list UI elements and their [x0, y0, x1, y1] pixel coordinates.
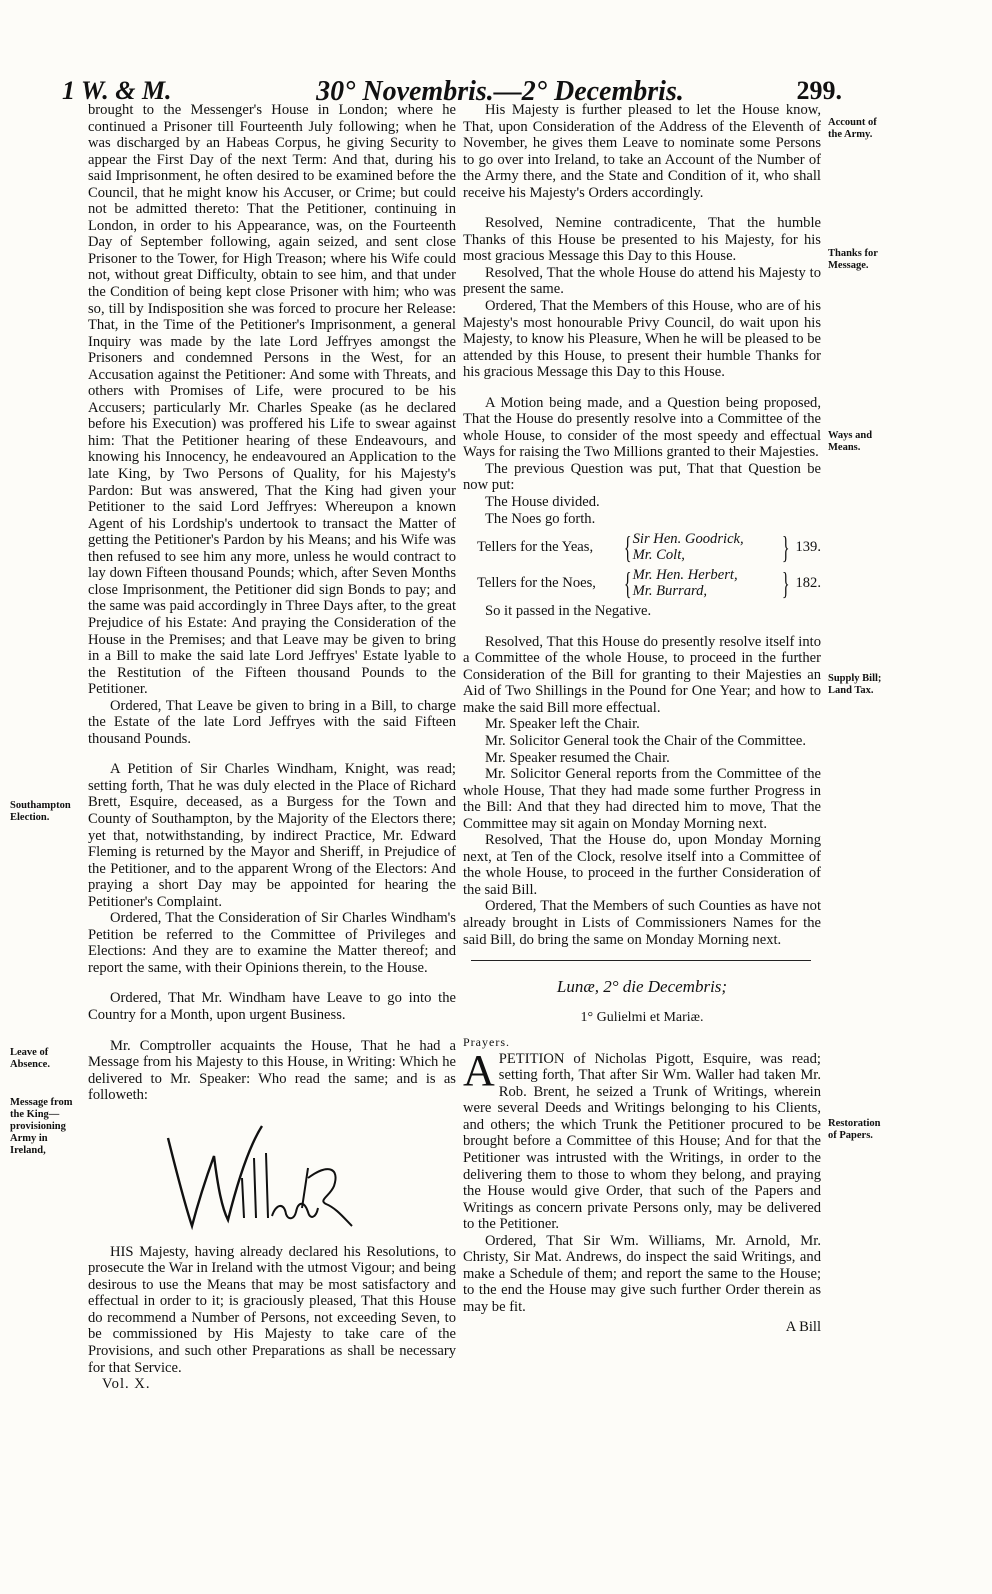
petition-continued: brought to the Messenger's House in London; where he continued a Prisoner till Fourteenth July following; when he was discharged by an Habeas Corpus, he giving Security to appear the First Day of the next Term: And that, during his said Imprisonment, he often desired to be examined before the Council, that he might know his Accuser, or Crime; but could not be admitted thereto: That the Petitioner, continuing in London, in order to his Appearance, was, on the Fourteenth Day of September following, again seized, and sent close Prisoner to the Tower, for High Treason; where his Wife could not, without great Difficulty, obtain to see him, and that under the Condition of being kept close Prisoner with him; who was so, till by Indisposition she was forced to procure her Release: That, in the Time of the Petitioner's Imprisonment, a general Inquiry was made by the late Lord Jeffryes amongst the Prisoners and condemned Persons in the West, for an Accusation against the Petitioner: And some with Threats, and others with Promises of Life, were procured to be his Accusers; particularly Mr. Charles Speake (as he declared before his Execution) was proffered his Life to swear against him: That the Petitioner hearing of these Endeavours, and knowing his Innocency, he endeavoured an Application to the late King, by Two Persons of Quality, for his Majesty's Pardon: But was answered, That the King had given your Petitioner to the said Lord Jeffryes: Whereupon a known Agent of his Lordship's undertook to transact the Matter of getting the Petitioner's Pardon by his Means; and his Wife was then refused to see him any more, unless he would contract to lay down Fifteen thousand Pounds; which, after Seven Months close Imprisonment, the Petitioner did sign Bonds to pay; and the same was paid accordingly in Three Days after, to the great Prejudice of his Estate: And praying the Consideration of the House in the Premises; and that Leave may be given to bring in a Bill to make the said late Lord Jeffryes' Estate lyable to the Restitution of the Fifteen thousand Pounds to the Petitioner.: [88, 102, 456, 698]
noes-count: 182.: [795, 574, 821, 591]
royal-signature: [88, 1104, 456, 1244]
house-divided: The House divided.: [485, 494, 600, 511]
volume-number: Vol. X.: [102, 1376, 151, 1393]
resolved-thanks: Resolved, Nemine contradicente, That the humble Thanks of this House be presented to his Majesty, for his most gracious Message this Day to this House.: [463, 215, 821, 265]
resolved-attend: Resolved, That the whole House do attend his Majesty to present the same.: [463, 264, 821, 298]
signature-icon: [158, 1108, 358, 1238]
ordered-commissioners: Ordered, That the Members of such Counties as have not already brought in Lists of Commissioners Names for the said Bill, do bring the same on Monday Morning next.: [463, 898, 821, 948]
solicitor-report: Mr. Solicitor General reports from the Committee of the whole House, That they had made some further Progress in the Bill: And that they had directed him to move, That the Committee may sit again on Monday Morning next.: [463, 766, 821, 832]
margin-note-message: Message from the King—provisioning Army in Ireland,: [10, 1097, 73, 1156]
margin-note-leave: Leave of Absence.: [10, 1047, 50, 1070]
solicitor-took-chair: Mr. Solicitor General took the Chair of the Committee.: [485, 732, 806, 749]
tellers-noes-label: Tellers for the Noes,: [477, 574, 596, 591]
tellers-noes-row: [477, 565, 821, 602]
margin-note-restoration: Restoration of Papers.: [828, 1118, 881, 1141]
tellers-yeas-label: Tellers for the Yeas,: [477, 538, 594, 555]
regnal-year: 1° Gulielmi et Mariæ.: [580, 1009, 704, 1025]
yeas-count: 139.: [795, 538, 821, 555]
army-account-message: His Majesty is further pleased to let the House know, That, upon Consideration of the Address of the Eleventh of November, he gives them Leave to nominate some Persons to go over into Ireland, to take an Account of the Number of the Army there, and the State and Condition of it, who shall receive his Majesty's Orders accordingly.: [463, 102, 821, 201]
resolved-committee-supply: Resolved, That this House do presently resolve itself into a Committee of the whole House, to proceed in the further Consideration of the Bill for granting to their Majesties an Aid of Two Shillings in the Pound for One Year; and how to make the said Bill more effectual.: [463, 633, 821, 716]
speaker-resumed-chair: Mr. Speaker resumed the Chair.: [485, 749, 670, 766]
brace-icon: }: [781, 565, 790, 602]
brace-icon: {: [624, 529, 632, 566]
header-dates: 30° Novembris.—2° Decembris.: [316, 76, 684, 107]
windham-petition: A Petition of Sir Charles Windham, Knight, was read; setting forth, That he was duly elected in the Place of Richard Brett, Esquire, deceased, as a Burgess for the Town and County of Southampton, by the Majority of the Electors there; yet that, notwithstanding, by indirect Practice, Mr. Edward Fleming is returned by the Mayor and Sheriff, in Prejudice of the Petitioner, and to the apparent Wrong of the Electors: And praying a short Day may be appointed for hearing the Petitioner's Complaint.: [88, 761, 456, 910]
comptroller-message: Mr. Comptroller acquaints the House, That he had a Message from his Majesty to this House, in Writing: Which he delivered to Mr. Speaker: Who read the same; and is as followeth:: [88, 1037, 456, 1104]
margin-note-supply: Supply Bill; Land Tax.: [828, 673, 882, 696]
previous-question: The previous Question was put, That that Question be now put:: [463, 460, 821, 494]
tellers-yeas-names: Sir Hen. Goodrick, Mr. Colt,: [632, 531, 744, 564]
ordered-inspect-writings: Ordered, That Sir Wm. Williams, Mr. Arnold, Mr. Christy, Sir Mat. Andrews, do inspect the said Writings, and make a Schedule of them; and report the same to the House; to the end the House may give such further Order therein as may be fit.: [463, 1232, 821, 1315]
margin-note-ways: Ways and Means.: [828, 430, 873, 453]
tellers-table: [477, 529, 821, 602]
brace-icon: {: [624, 565, 632, 602]
motion-ways-means: A Motion being made, and a Question being proposed, That the House do presently resolve into a Committee of the whole House, to consider of the most speedy and effectual Ways for raising the Two Millions granted to their Majesties.: [463, 394, 821, 461]
header-session: 1 W. & M.: [62, 76, 172, 105]
ordered-privy-council: Ordered, That the Members of this House, who are of his Majesty's most honourable Privy Council, do wait upon his Majesty, to know his Pleasure, When he will be pleased to be attended by this House, to present their humble Thanks for his gracious Message this Day to this House.: [463, 298, 821, 381]
noes-forth: The Noes go forth.: [485, 510, 596, 527]
pigott-petition: APETITION of Nicholas Pigott, Esquire, was read; setting forth, That after Sir Wm. Waller had taken Mr. Rob. Brent, he seized a Trunk of Writings, wherein were several Deeds and Writings belonging to his Clients, and others; the which Trunk the Petitioner procured to be brought before a Committee of this House; And for that the Petitioner was intrusted with the Writings, in order to the delivering them to those to whom they belong, and praying the House would give Order, that such of the Papers and Writings as concern private Persons only, may be delivered to the Petitioner.: [463, 1045, 821, 1233]
order-leave-of-absence: Ordered, That Mr. Windham have Leave to go into the Country for a Month, upon urgent Business.: [88, 990, 456, 1023]
resolved-monday: Resolved, That the House do, upon Monday Morning next, at Ten of the Clock, resolve itself into a Committee of the whole House, to proceed in the further Consideration of the said Bill.: [463, 832, 821, 898]
right-column: [463, 102, 821, 1336]
section-divider: [471, 960, 811, 961]
catchword: A Bill: [785, 1319, 821, 1336]
speaker-left-chair: Mr. Speaker left the Chair.: [485, 716, 640, 733]
margin-note-thanks: Thanks for Message.: [828, 248, 878, 271]
margin-note-southampton: Southampton Election.: [10, 800, 71, 823]
tellers-yeas-row: [477, 529, 821, 566]
order-jeffryes-bill: Ordered, That Leave be given to bring in a Bill, to charge the Estate of the late Lord Jeffryes with the said Fifteen thousand Pounds.: [88, 697, 456, 747]
prayers-heading: Prayers.: [463, 1035, 510, 1050]
left-column: [88, 102, 456, 1393]
page-number: 299.: [796, 76, 842, 105]
passed-negative: So it passed in the Negative.: [485, 603, 652, 620]
margin-note-account: Account of the Army.: [828, 117, 877, 140]
day-heading: Lunæ, 2° die Decembris;: [556, 977, 728, 997]
king-message-text: HIS Majesty, having already declared his Resolutions, to prosecute the War in Ireland with the utmost Vigour; and being desirous to use the Means that may be most satisfactory and effectual in order to it; is graciously pleased, That this House do recommend a Number of Persons, not exceeding Seven, to be commissioned by His Majesty to take care of the Provisions, and such other Preparations as shall be necessary for that Service.: [88, 1243, 456, 1376]
brace-icon: }: [781, 529, 790, 566]
tellers-noes-names: Mr. Hen. Herbert, Mr. Burrard,: [632, 567, 738, 600]
order-windham-referral: Ordered, That the Consideration of Sir Charles Windham's Petition be referred to the Committee of Privileges and Elections: And they are to examine the Matter thereof; and report the same, with their Opinions therein, to the House.: [88, 910, 456, 976]
drop-cap: A: [463, 1045, 495, 1095]
